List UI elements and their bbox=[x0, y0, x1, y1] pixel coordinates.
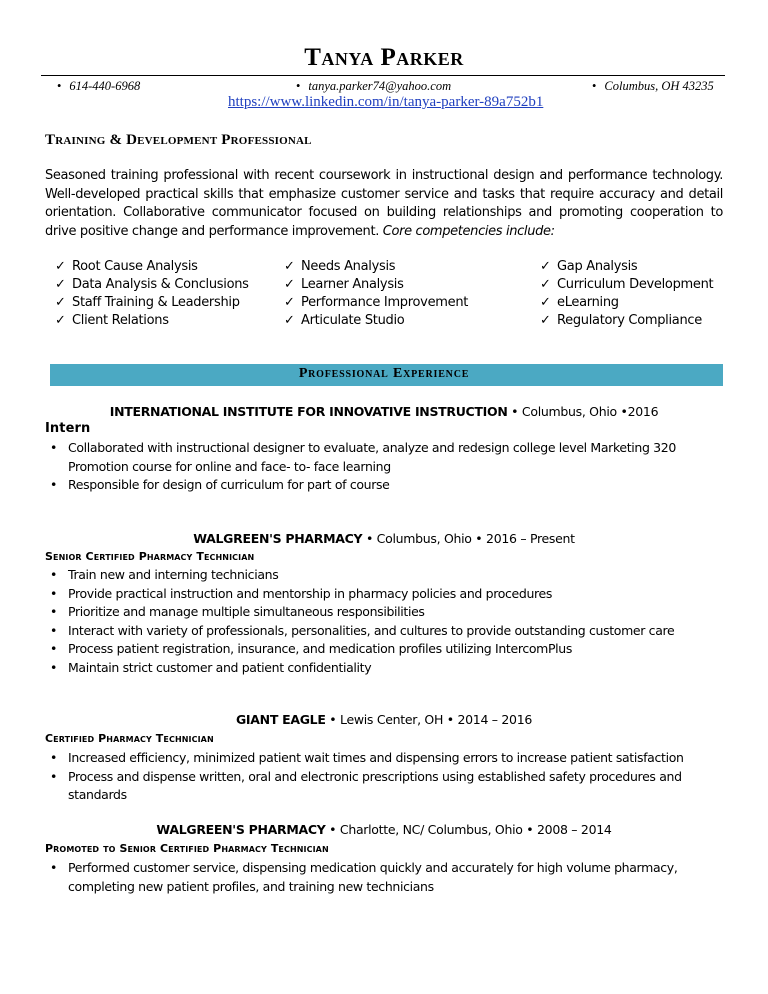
competencies-column-1 bbox=[55, 258, 249, 330]
job-details: • Lewis Center, OH • 2014 – 2016 bbox=[325, 712, 533, 727]
summary-text: Seasoned training professional with recent coursework in instructional design and performance technology. Well-developed practical skills that emphasize customer service and tasks that require accuracy and detail orientation. Collaborative communicator focused on building relationships and promoting cooperation to drive positive change and performance improvement. bbox=[45, 168, 723, 239]
list-item: • Train new and interning technicians bbox=[45, 566, 723, 585]
bullet-icon: • bbox=[592, 79, 597, 93]
job-bullets bbox=[45, 566, 723, 677]
employer-name: INTERNATIONAL INSTITUTE FOR INNOVATIVE INSTRUCTION bbox=[109, 404, 508, 419]
job-details: • Columbus, Ohio •2016 bbox=[507, 404, 659, 419]
checkmark-icon: ✓ bbox=[284, 313, 295, 328]
job-title: Promoted to Senior Certified Pharmacy Technician bbox=[45, 842, 329, 855]
phone-contact bbox=[57, 79, 140, 94]
competency-item: ✓ Client Relations bbox=[55, 313, 169, 328]
competency-item: ✓ Articulate Studio bbox=[284, 313, 405, 328]
employer-name: WALGREEN'S PHARMACY bbox=[156, 822, 326, 837]
email-text: tanya.parker74@yahoo.com bbox=[308, 79, 452, 93]
header-divider bbox=[41, 75, 725, 76]
experience-section-title: Professional Experience bbox=[298, 366, 470, 381]
list-item: • Process patient registration, insurance, and medication profiles utilizing IntercomPlus bbox=[45, 640, 723, 659]
location-text: Columbus, OH 43235 bbox=[604, 79, 714, 93]
competencies-column-2 bbox=[284, 258, 468, 330]
phone-text: 614-440-6968 bbox=[69, 79, 141, 93]
email-contact bbox=[296, 79, 451, 94]
checkmark-icon: ✓ bbox=[284, 259, 295, 274]
checkmark-icon: ✓ bbox=[55, 277, 66, 292]
checkmark-icon: ✓ bbox=[55, 313, 66, 328]
linkedin-link[interactable]: https://www.linkedin.com/in/tanya-parker-89a752b1 bbox=[228, 94, 544, 110]
checkmark-icon: ✓ bbox=[284, 295, 295, 310]
job-header bbox=[45, 712, 723, 727]
job-bullets bbox=[45, 859, 723, 896]
checkmark-icon: ✓ bbox=[55, 259, 66, 274]
list-item: • Responsible for design of curriculum for part of course bbox=[45, 476, 723, 495]
competency-item: ✓ eLearning bbox=[540, 295, 619, 310]
summary-paragraph bbox=[45, 167, 723, 241]
professional-headline: Training & Development Professional bbox=[45, 132, 312, 148]
checkmark-icon: ✓ bbox=[55, 295, 66, 310]
job-header bbox=[45, 822, 723, 837]
list-item: • Prioritize and manage multiple simultaneous responsibilities bbox=[45, 603, 723, 622]
competency-item: ✓ Staff Training & Leadership bbox=[55, 295, 240, 310]
checkmark-icon: ✓ bbox=[540, 277, 551, 292]
checkmark-icon: ✓ bbox=[284, 277, 295, 292]
competency-item: ✓ Curriculum Development bbox=[540, 277, 714, 292]
employer-name: WALGREEN'S PHARMACY bbox=[193, 531, 363, 546]
job-header bbox=[45, 531, 723, 546]
list-item: • Provide practical instruction and mentorship in pharmacy policies and procedures bbox=[45, 585, 723, 604]
list-item: • Collaborated with instructional designer to evaluate, analyze and redesign college level Marketing 320 Promotion course for online and face- to- face learning bbox=[45, 439, 723, 476]
list-item: • Process and dispense written, oral and electronic prescriptions using established safety procedures and standards bbox=[45, 768, 723, 805]
candidate-name: Tanya Parker bbox=[304, 44, 464, 71]
competency-item: ✓ Regulatory Compliance bbox=[540, 313, 702, 328]
job-title: Certified Pharmacy Technician bbox=[45, 732, 214, 745]
list-item: • Interact with variety of professionals, personalities, and cultures to provide outstanding customer care bbox=[45, 622, 723, 641]
location-contact bbox=[592, 79, 714, 94]
list-item: • Performed customer service, dispensing medication quickly and accurately for high volume pharmacy, completing new patient profiles, and training new technicians bbox=[45, 859, 723, 896]
bullet-icon: • bbox=[296, 79, 301, 93]
employer-name: GIANT EAGLE bbox=[235, 712, 326, 727]
checkmark-icon: ✓ bbox=[540, 259, 551, 274]
job-bullets bbox=[45, 749, 723, 805]
job-details: • Charlotte, NC/ Columbus, Ohio • 2008 – 2014 bbox=[325, 822, 612, 837]
competency-item: ✓ Data Analysis & Conclusions bbox=[55, 277, 249, 292]
job-bullets bbox=[45, 439, 723, 495]
job-header bbox=[45, 404, 723, 419]
list-item: • Increased efficiency, minimized patient wait times and dispensing errors to increase patient satisfaction bbox=[45, 749, 723, 768]
job-title: Senior Certified Pharmacy Technician bbox=[45, 550, 255, 563]
competencies-column-3 bbox=[540, 258, 713, 330]
job-title: Intern bbox=[45, 421, 91, 436]
competency-item: ✓ Root Cause Analysis bbox=[55, 259, 198, 274]
competency-item: ✓ Needs Analysis bbox=[284, 259, 396, 274]
competency-item: ✓ Performance Improvement bbox=[284, 295, 469, 310]
checkmark-icon: ✓ bbox=[540, 295, 551, 310]
competency-item: ✓ Learner Analysis bbox=[284, 277, 404, 292]
list-item: • Maintain strict customer and patient confidentiality bbox=[45, 659, 723, 678]
core-competencies-label: Core competencies include: bbox=[382, 223, 555, 239]
bullet-icon: • bbox=[57, 79, 62, 93]
job-details: • Columbus, Ohio • 2016 – Present bbox=[362, 531, 575, 546]
competency-item: ✓ Gap Analysis bbox=[540, 259, 638, 274]
checkmark-icon: ✓ bbox=[540, 313, 551, 328]
